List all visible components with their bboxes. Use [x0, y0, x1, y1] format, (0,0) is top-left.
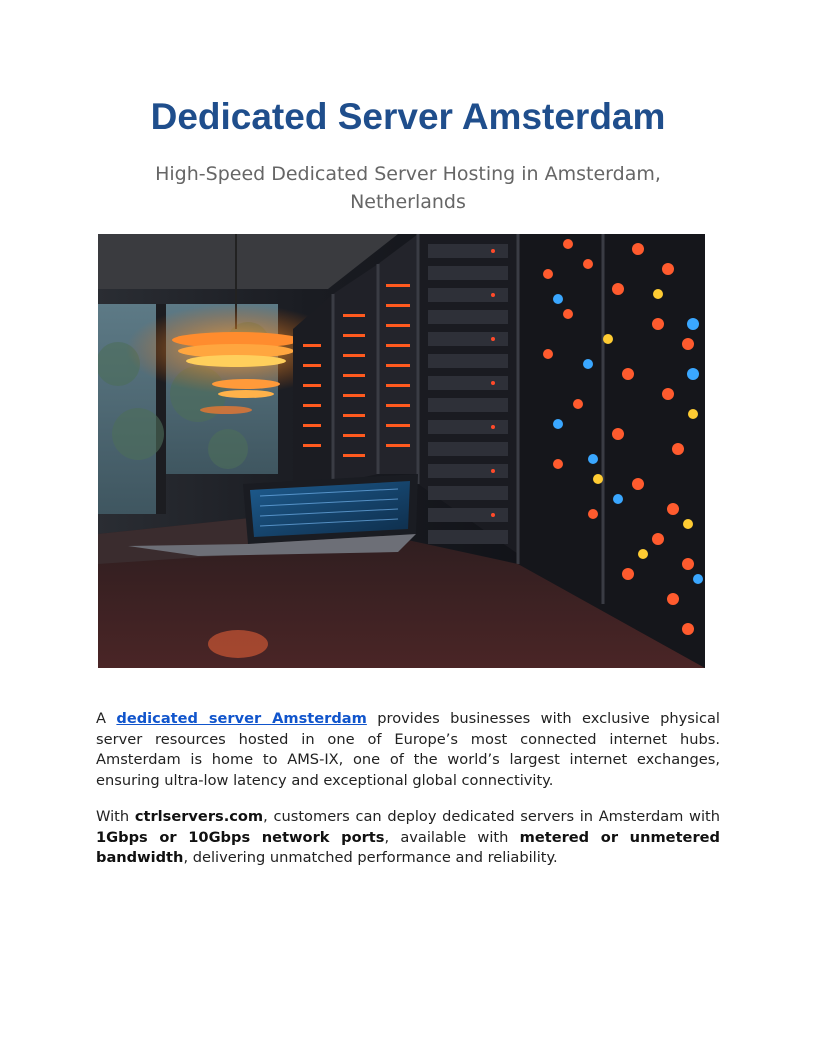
offer-text-3: , available with	[384, 828, 520, 846]
offer-paragraph	[96, 807, 720, 869]
offer-text-1: With	[96, 808, 135, 825]
offer-text-4: , delivering unmatched performance and reliability.	[183, 849, 558, 867]
intro-prefix: A	[96, 710, 117, 727]
page-title: Dedicated Server Amsterdam	[150, 96, 666, 137]
dedicated-server-amsterdam-link[interactable]: dedicated server Amsterdam	[116, 710, 367, 727]
offer-text-2: , customers can deploy dedicated servers in Amsterdam with	[263, 808, 720, 825]
bandwidth-text: metered or unmetered bandwidth	[96, 828, 720, 867]
brand-name: ctrlservers.com	[134, 808, 264, 825]
network-ports-text: 1Gbps or 10Gbps network ports	[96, 828, 385, 846]
server-room-image	[98, 234, 705, 668]
intro-paragraph	[96, 709, 720, 791]
intro-rest: provides businesses with exclusive physical server resources hosted in one of Europe’s most connected internet hubs. Amsterdam is home to AMS-IX, one of the world’s largest internet exchanges, ensuring ultra-low latency and exceptional global connectivity.	[96, 710, 720, 789]
page-subtitle: High-Speed Dedicated Server Hosting in Amsterdam, Netherlands	[155, 163, 661, 213]
